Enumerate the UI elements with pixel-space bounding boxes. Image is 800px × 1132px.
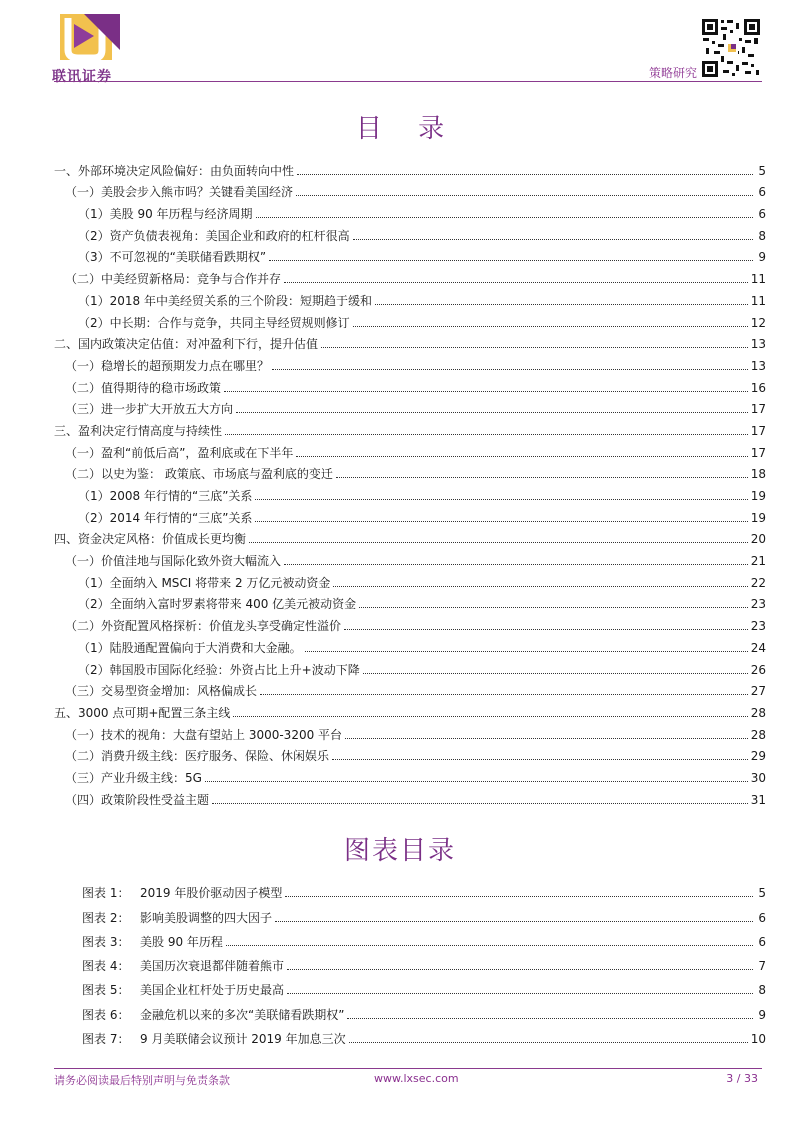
toc-entry[interactable] — [65, 264, 766, 286]
figure-entry-text: 美国历次衰退都伴随着熊市 — [140, 959, 285, 974]
dot-leader — [336, 476, 748, 478]
toc-entry-text: 二、国内政策决定估值：对冲盈利下行，提升估值 — [54, 337, 319, 352]
dot-leader — [359, 606, 748, 608]
dot-leader — [225, 433, 748, 435]
dot-leader — [305, 650, 748, 652]
disclaimer-link[interactable]: 请务必阅读最后特别声明与免责条款 — [54, 1074, 230, 1087]
toc-entry-page: 13 — [750, 337, 766, 352]
toc-entry-text: （二）以史为鉴： 政策底、市场底与盈利底的变迁 — [65, 467, 333, 482]
figure-entry-label: 图表 6： — [82, 1007, 130, 1022]
toc-entry-page: 24 — [750, 640, 766, 655]
toc-entry[interactable] — [65, 395, 766, 417]
toc-entry-text: （二）消费升级主线：医疗服务、保险、休闲娱乐 — [65, 749, 330, 764]
toc-entry-text: （1）2018 年中美经贸关系的三个阶段：短期趋于缓和 — [78, 293, 372, 308]
toc-title: 目 录 — [355, 114, 459, 144]
figure-entry-page: 8 — [758, 983, 766, 998]
toc-entry-page: 29 — [750, 749, 766, 764]
dot-leader — [260, 693, 748, 695]
dot-leader — [285, 895, 753, 897]
toc-entry-page: 26 — [750, 662, 766, 677]
toc-entry-page: 6 — [758, 207, 766, 222]
dot-leader — [287, 992, 753, 994]
toc-entry-page: 23 — [750, 619, 766, 634]
toc-entry-text: 五、3000 点可期+配置三条主线 — [54, 705, 231, 720]
page-footer — [54, 1072, 762, 1088]
toc-entry[interactable] — [65, 763, 766, 785]
dot-leader — [345, 737, 748, 739]
dot-leader — [344, 628, 748, 630]
toc-entry-page: 8 — [758, 228, 766, 243]
toc-entry-text: （2）资产负债表视角：美国企业和政府的杠杆很高 — [78, 228, 350, 243]
figure-entry-label: 图表 4： — [82, 959, 130, 974]
toc-entry-text: （二）中美经贸新格局：竞争与合作并存 — [65, 272, 282, 287]
toc-entry-page: 22 — [750, 575, 766, 590]
dot-leader — [205, 780, 748, 782]
toc-entry-page: 9 — [758, 250, 766, 265]
dot-leader — [375, 303, 748, 305]
company-logo — [52, 10, 142, 85]
dot-leader — [275, 920, 753, 922]
dot-leader — [212, 802, 748, 804]
toc-entry-page: 31 — [750, 792, 766, 807]
toc-entry-text: （一）美股会步入熊市吗？关键看美国经济 — [65, 185, 294, 200]
toc-entry-text: （二）外资配置风格探析：价值龙头享受确定性溢价 — [65, 619, 342, 634]
figure-entry-label: 图表 7： — [82, 1032, 130, 1047]
dot-leader — [233, 715, 747, 717]
toc-entry[interactable] — [65, 720, 766, 742]
dot-leader — [249, 541, 748, 543]
section-label: 策略研究 — [648, 66, 697, 80]
figure-entry-text: 2019 年股价驱动因子模型 — [140, 886, 283, 901]
footer-divider — [54, 1068, 762, 1069]
figure-entry-page: 10 — [750, 1032, 766, 1047]
toc-entry[interactable] — [65, 546, 766, 568]
toc-entry-page: 21 — [750, 554, 766, 569]
figure-entry-text: 9 月美联储会议预计 2019 年加息三次 — [140, 1032, 346, 1047]
dot-leader — [255, 498, 747, 500]
toc-entry-page: 18 — [750, 467, 766, 482]
dot-leader — [349, 1041, 748, 1043]
toc-entry-text: 四、资金决定风格：价值成长更均衡 — [54, 532, 247, 547]
figure-entry-label: 图表 5： — [82, 983, 130, 998]
toc-entry-text: （2）2014 年行情的“三底”关系 — [78, 510, 253, 525]
toc-entry-page: 16 — [750, 380, 766, 395]
toc-entry-page: 28 — [750, 727, 766, 742]
toc-entry[interactable] — [65, 178, 766, 200]
figure-entry-text: 金融危机以来的多次“美联储看跌期权” — [140, 1007, 345, 1022]
toc-entry-page: 11 — [750, 272, 766, 287]
table-of-contents — [54, 156, 766, 807]
dot-leader — [224, 390, 748, 392]
toc-entry-page: 23 — [750, 597, 766, 612]
dot-leader — [284, 563, 748, 565]
dot-leader — [321, 346, 748, 348]
toc-entry[interactable] — [78, 503, 766, 525]
toc-entry-page: 13 — [750, 358, 766, 373]
toc-entry[interactable] — [78, 221, 766, 243]
toc-entry-text: （一）盈利“前低后高”，盈利底或在下半年 — [65, 445, 294, 460]
toc-entry-text: （3）不可忽视的“美联储看跌期权” — [78, 250, 267, 265]
toc-entry-page: 28 — [750, 705, 766, 720]
toc-entry-text: （1）美股 90 年历程与经济周期 — [78, 207, 253, 222]
dot-leader — [333, 585, 747, 587]
qr-code-icon[interactable] — [701, 18, 761, 78]
toc-entry-text: （2）韩国股市国际化经验：外资占比上升+波动下降 — [78, 662, 360, 677]
figure-entry-page: 9 — [758, 1007, 766, 1022]
figure-entry[interactable] — [82, 997, 766, 1021]
figure-entry-label: 图表 2： — [82, 910, 130, 925]
header-divider — [54, 81, 762, 82]
dot-leader — [296, 194, 753, 196]
toc-entry[interactable] — [54, 156, 766, 178]
toc-entry-page: 6 — [758, 185, 766, 200]
figure-entry-label: 图表 1： — [82, 886, 130, 901]
toc-entry[interactable] — [65, 742, 766, 764]
toc-entry-page: 12 — [750, 315, 766, 330]
toc-entry-text: （三）交易型资金增加：风格偏成长 — [65, 684, 258, 699]
page-number: 3 / 33 — [726, 1072, 758, 1085]
toc-entry[interactable] — [78, 199, 766, 221]
toc-entry-text: （1）2008 年行情的“三底”关系 — [78, 489, 253, 503]
figure-entry[interactable] — [82, 949, 766, 973]
page-header — [0, 0, 800, 90]
figure-entry-text: 美国企业杠杆处于历史最高 — [140, 983, 285, 998]
figure-entry[interactable] — [82, 925, 766, 949]
dot-leader — [287, 968, 753, 970]
dot-leader — [353, 238, 753, 240]
toc-entry[interactable] — [78, 633, 766, 655]
toc-entry[interactable] — [65, 351, 766, 373]
toc-entry[interactable] — [54, 525, 766, 547]
logo-text: 联讯证券 — [52, 69, 112, 85]
toc-entry-page: 5 — [758, 163, 766, 178]
toc-entry-page: 20 — [750, 532, 766, 547]
toc-entry[interactable] — [78, 286, 766, 308]
toc-entry-text: （一）技术的视角：大盘有望站上 3000-3200 平台 — [65, 727, 343, 742]
toc-entry[interactable] — [65, 611, 766, 633]
toc-entry[interactable] — [78, 308, 766, 330]
toc-entry[interactable] — [65, 785, 766, 807]
toc-entry[interactable] — [65, 438, 766, 460]
toc-entry-text: （一）价值洼地与国际化致外资大幅流入 — [65, 554, 282, 569]
toc-entry-page: 17 — [750, 402, 766, 417]
toc-entry[interactable] — [78, 590, 766, 612]
toc-entry[interactable] — [54, 416, 766, 438]
dot-leader — [297, 173, 753, 175]
figure-entry-page: 7 — [758, 959, 766, 974]
toc-entry-text: （一）稳增长的超预期发力点在哪里？ — [65, 358, 270, 373]
figure-entry[interactable] — [82, 876, 766, 900]
dot-leader — [236, 411, 748, 413]
dot-leader — [296, 455, 747, 457]
toc-entry-page: 19 — [750, 489, 766, 503]
toc-entry-page: 19 — [750, 510, 766, 525]
toc-entry-page: 17 — [750, 423, 766, 438]
dot-leader — [347, 1017, 753, 1019]
toc-entry[interactable] — [78, 655, 766, 677]
toc-entry-text: （三）进一步扩大开放五大方向 — [65, 402, 234, 417]
figure-entry-page: 5 — [758, 886, 766, 901]
dot-leader — [255, 520, 747, 522]
figure-entry-text: 美股 90 年历程 — [140, 934, 223, 949]
toc-entry-page: 11 — [750, 293, 766, 308]
toc-entry-page: 30 — [750, 770, 766, 785]
dot-leader — [226, 944, 753, 946]
toc-entry[interactable] — [54, 698, 766, 720]
dot-leader — [284, 281, 748, 283]
website-link[interactable]: www.lxsec.com — [374, 1072, 459, 1085]
figure-entry-text: 影响美股调整的四大因子 — [140, 910, 273, 925]
toc-entry-text: 一、外部环境决定风险偏好：由负面转向中性 — [54, 163, 295, 178]
toc-entry-text: （四）政策阶段性受益主题 — [65, 792, 210, 807]
dot-leader — [272, 368, 748, 370]
toc-entry[interactable] — [65, 373, 766, 395]
dot-leader — [363, 672, 748, 674]
toc-entry-text: （2）全面纳入富时罗素将带来 400 亿美元被动资金 — [78, 597, 357, 612]
figure-list — [82, 876, 766, 1046]
toc-entry-text: （三）产业升级主线：5G — [65, 770, 202, 785]
dot-leader — [256, 216, 753, 218]
toc-entry[interactable] — [65, 460, 766, 482]
figure-entry[interactable] — [82, 900, 766, 924]
dot-leader — [269, 259, 753, 261]
figure-entry-label: 图表 3： — [82, 934, 130, 949]
toc-entry-text: （二）值得期待的稳市场政策 — [65, 380, 222, 395]
toc-entry-text: 三、盈利决定行情高度与持续性 — [54, 423, 223, 438]
toc-entry-page: 27 — [750, 684, 766, 699]
toc-entry-page: 17 — [750, 445, 766, 460]
dot-leader — [353, 325, 748, 327]
toc-entry[interactable] — [65, 677, 766, 699]
figure-entry-page: 6 — [758, 934, 766, 949]
dot-leader — [332, 758, 748, 760]
figure-entry[interactable] — [82, 973, 766, 997]
toc-entry-text: （2）中长期：合作与竞争，共同主导经贸规则修订 — [78, 315, 350, 330]
toc-entry[interactable] — [78, 568, 766, 590]
toc-entry[interactable] — [78, 243, 766, 265]
toc-entry[interactable] — [54, 330, 766, 352]
logo-emblem-icon — [54, 10, 124, 64]
figure-entry-page: 6 — [758, 910, 766, 925]
figure-entry[interactable] — [82, 1022, 766, 1046]
toc-entry-text: （1）陆股通配置偏向于大消费和大金融。 — [78, 640, 302, 655]
toc-entry-text: （1）全面纳入 MSCI 将带来 2 万亿元被动资金 — [78, 575, 331, 590]
figure-list-title: 图表目录 — [343, 836, 456, 866]
toc-entry[interactable] — [78, 481, 766, 503]
